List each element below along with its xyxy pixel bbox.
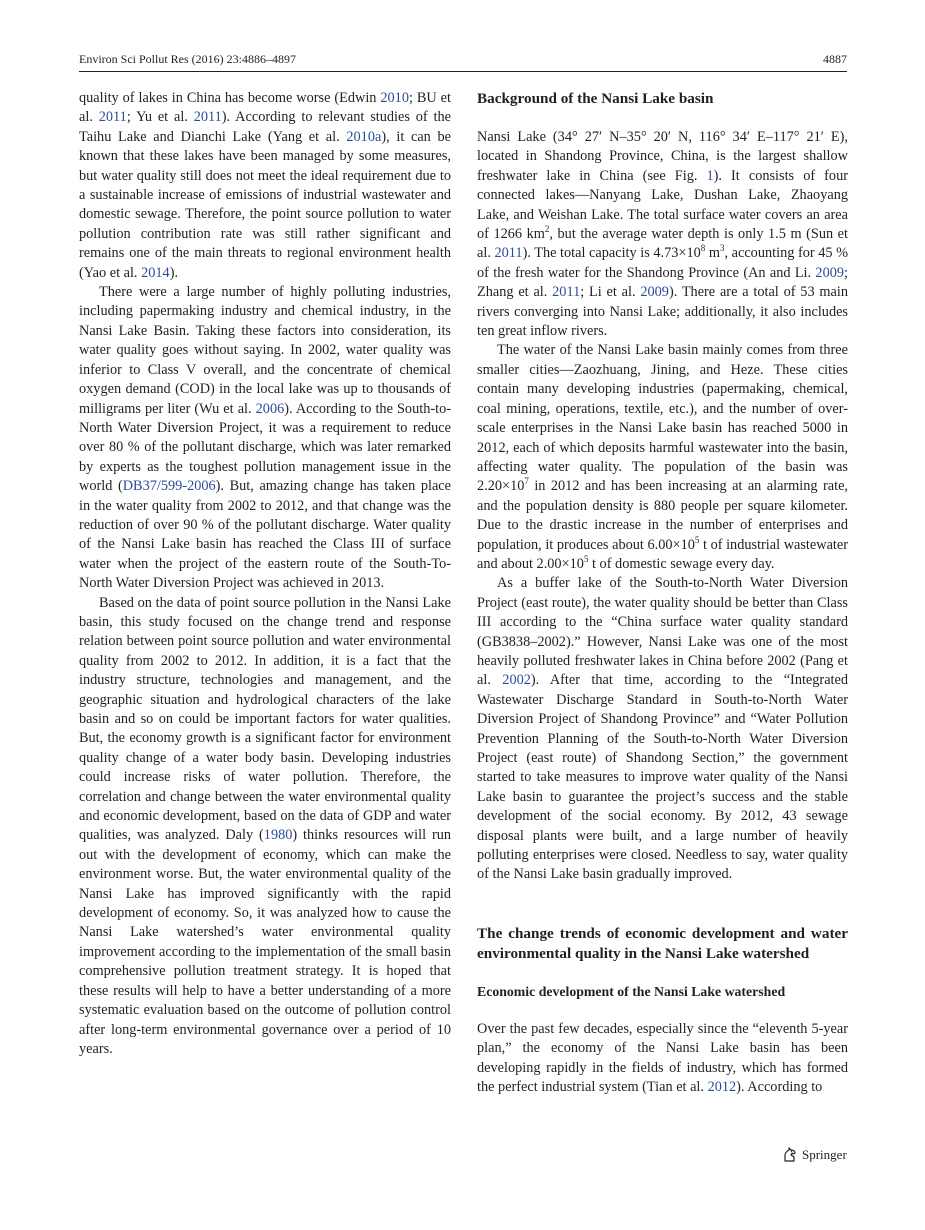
citation-link[interactable]: 1980 [263,827,293,844]
journal-citation: Environ Sci Pollut Res (2016) 23:4886–4897 [79,52,296,66]
paragraph: Based on the data of point source pollution in the Nansi Lake basin, this study focused on the change trend and response relation between point source pollution and water environmental quality from 2002 to 2012. In addition, it is a fact that the industry structure, technologies and management, and the geographic situation and hydrological characters of the lake basin and so on could be important factors for water qualities. But, the economy growth is a significant factor for environment quality change of a water body basin. Developing industries could increase risks of water pollution. Therefore, the correlation and change between the water environmental quality and economic development, based on the data of GDP and water qualities, was analyzed. Daly (1980) thinks resources will run out with the development of economy, which can make the environment worse. But, the water environmental quality of the Nansi Lake has improved significantly with the rapid development of economy. So, it was analyzed how to cause the Nansi Lake watershed’s water environmental quality improvement according to the implementation of the small basin comprehensive pollution treatment strategy. It is hoped that these results will help to have a better understanding of a more systematic evaluation based on the outcome of pollution control after long-term environmental governance over a period of 10 years. [79,594,451,1057]
paragraph: The water of the Nansi Lake basin mainly comes from three smaller cities—Zaozhuang, Jining, and Heze. These cities contain many developing industries (papermaking, chemical, coal mining, operations, textile, etc.), and the number of over-scale enterprises in the Nansi Lake basin has reached 5000 in 2012, each of which deposits harmful wastewater into the basin, affecting water quality. The population of the basin was $2.20\times 10^7$ in 2012 and has been increasing at an alarming rate, and the population density is 880 people per square kilometer. Due to the drastic increase in the number of enterprises and population, it produces about $6.00\times 10^5$ t of industrial wastewater and about $2.00\times 10^5$ t of domestic sewage every day. [477,342,848,572]
citation-link[interactable]: 2006 [255,400,285,417]
citation-link[interactable]: 2011 [98,109,127,126]
section-title: Background of the Nansi Lake basin [477,90,714,107]
paragraph: There were a large number of highly polluting industries, including papermaking industry and chemical industry, in the Nansi Lake Basin. Taking these factors into consideration, its water quality goes without saying. In 2002, water quality was inferior to Class V overall, and the concentrate of chemical oxygen demand (COD) in the local lake was up to thousands of milligrams per liter (Wu et al. 2006). According to the South-to-North Water Diversion Project, it was a requirement to reduce over 80 % of the pollutant discharge, which was later remarked by experts as the toughest pollution management issue in the world (DB37/599-2006). But, amazing change has taken place in the water quality from 2002 to 2012, and that change was the reduction of over 90 % of the pollutant discharge. Water quality of the Nansi Lake basin has reached the Class III of surface water when the project of the eastern route of the South-To-North Water Diversion Project was achieved in 2013. [79,284,451,592]
citation-link[interactable]: 2012 [707,1079,737,1096]
citation-link[interactable]: DB37/599-2006 [122,478,216,495]
paragraph: As a buffer lake of the South-to-North Water Diversion Project (east route), the water quality should be better than Class III according to the “China surface water quality standard (GB3838–2002).” However, Nansi Lake was one of the most heavily polluted freshwater lakes in China before 2002 (Pang et al. 2002). After that time, according to the “Integrated Wastewater Discharge Standard in South-to-North Water Diversion Project of Shandong Province” and “Water Pollution Prevention Planning of the South-to-North Water Diversion Project (east route) of Shandong Section,” the government started to take measures to improve water quality of the Nansi Lake basin to guarantee the project’s success and the stable development of the social economy. By 2012, 43 sewage disposal plants were built, and a large number of heavily polluting enterprises were closed. Needless to say, water quality of the Nansi Lake basin gradually improved. [477,575,849,883]
citation-link[interactable]: 2009 [640,284,669,301]
citation-link[interactable]: 2009 [815,264,845,281]
subsection-title: Economic development of the Nansi Lake watershed [477,983,786,999]
citation-link[interactable]: 2011 [494,245,523,262]
paragraph: Over the past few decades, especially since the “eleventh 5-year plan,” the economy of the Nansi Lake basin has been developing rapidly in the fields of industry, which has formed the perfect industrial system (Tian et al. 2012). According to [477,1020,848,1096]
figure-link[interactable]: 1 [706,167,714,184]
citation-link[interactable]: 2002 [502,672,531,689]
citation-link[interactable]: 2011 [552,284,581,301]
page-number: 4887 [823,52,847,66]
citation-link[interactable]: 2010a [346,128,382,145]
citation-link[interactable]: 2010 [380,90,409,106]
citation-link[interactable]: 2011 [193,109,222,126]
publisher-logo [782,1146,847,1163]
left-column [79,89,451,1059]
publisher-name: Springer [802,1146,847,1162]
springer-horse-icon [782,1146,798,1163]
paragraph: Nansi Lake (34° 27′ N–35° 20′ N, 116° 34′ E–117° 21′ E), located in Shandong Province, China, is the largest shallow freshwater lake in China (see Fig. 1). It consists of four connected lakes—Nanyang Lake, Dushan Lake, Zhaoyang Lake, and Weishan Lake. The total surface water covers an area of 1266 $km^2$, but the average water depth is only 1.5 m (Sun et al. 2011). The total capacity is $4.73\times 10^8$ $m^3$, accounting for 45 % of the fresh water for the Shandong Province (An and Li. 2009; Zhang et al. 2011; Li et al. 2009). There are a total of 53 main rivers converging into Nansi Lake; additionally, it also includes ten great inflow rivers. [477,129,849,340]
paragraph: quality of lakes in China has become worse (Edwin 2010; BU et al. 2011; Yu et al. 2011). According to relevant studies of the Taihu Lake and Dianchi Lake (Yang et al. 2010a), it can be known that these lakes have been managed by some measures, but water quality still does not meet the ideal requirement due to a sustainable increase of emissions of industrial wastewater and domestic sewage. Therefore, the point source pollution to water pollution contribution rate was still rather significant and remains one of the main threats to regional environment health (Yao et al. 2014). [79,90,451,281]
right-column [477,89,848,1097]
running-header [79,49,847,72]
citation-link[interactable]: 2014 [141,264,170,281]
section-title: The change trends of economic development and water environmental quality in the Nansi Lake watershed [477,924,848,962]
